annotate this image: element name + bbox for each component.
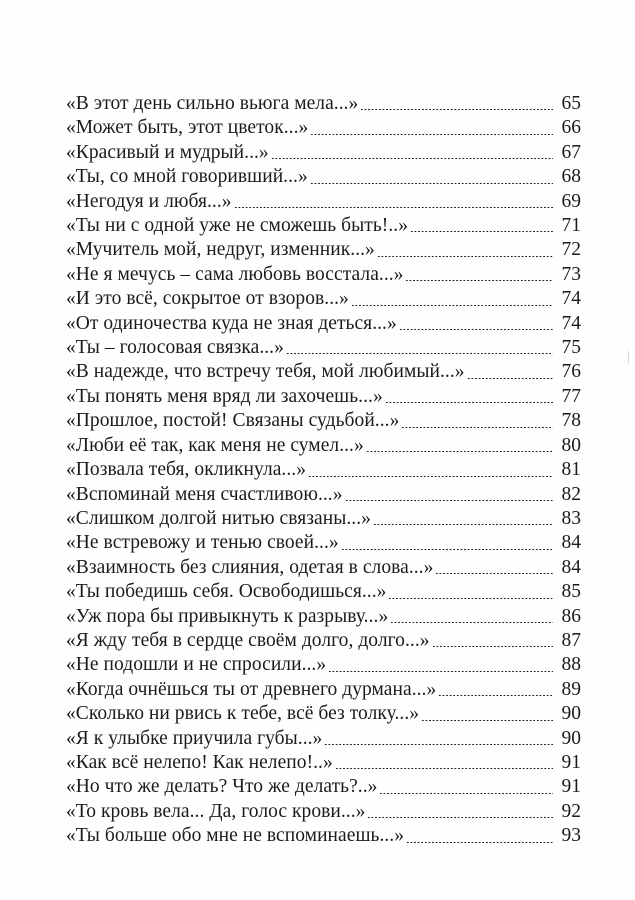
toc-entry-page: 90 [561,703,581,725]
toc-entry-page: 89 [561,678,581,700]
toc-entry [66,336,581,360]
toc-entry-title: «То кровь вела... Да, голос крови...» [66,800,366,822]
dot-leader [390,622,553,623]
toc-entry-page: 84 [561,532,581,554]
toc-entry [66,580,581,604]
toc-entry-title: «Люби её так, как меня не сумел...» [66,434,364,456]
toc-entry-page: 85 [561,581,581,603]
toc-entry-title: «Сколько ни рвись к тебе, всё без толку...» [66,703,420,725]
toc-entry [66,556,581,580]
toc-entry-page: 76 [561,361,581,383]
toc-entry-page: 71 [561,215,581,237]
dot-leader [410,231,553,232]
dot-leader [351,305,553,306]
toc-entry [66,263,581,287]
toc-entry-title: «Мучитель мой, недруг, изменник...» [66,239,375,261]
toc-entry-page: 82 [561,483,581,505]
dot-leader [373,524,553,525]
toc-entry [66,190,581,214]
dot-leader [286,353,553,354]
toc-entry [66,287,581,311]
toc-entry [66,458,581,482]
dot-leader [432,646,553,647]
toc-entry [66,116,581,140]
toc-entry-page: 77 [561,385,581,407]
dot-leader [328,671,553,672]
toc-entry [66,531,581,555]
toc-entry-title: «Когда очнёшься ты от древнего дурмана...» [66,678,437,700]
dot-leader [435,573,553,574]
dot-leader [360,109,553,110]
toc-entry-title: «Прошлое, постой! Связаны судьбой...» [66,410,400,432]
toc-entry [66,483,581,507]
toc-entry [66,165,581,189]
toc-entry-title: «Уж пора бы привыкнуть к разрыву...» [66,605,389,627]
toc-entry [66,141,581,165]
dot-leader [366,451,553,452]
toc-entry-title: «Ты победишь себя. Освободишься...» [66,581,387,603]
toc-entry [66,727,581,751]
toc-entry-title: «Как всё нелепо! Как нелепо!..» [66,751,333,773]
toc-entry-title: «Позвала тебя, окликнула...» [66,459,307,481]
toc-entry [66,653,581,677]
dot-leader [234,207,553,208]
toc-entry [66,312,581,336]
toc-entry-title: «Но что же делать? Что же делать?..» [66,776,378,798]
toc-entry-page: 93 [561,825,581,847]
toc-entry-title: «В этот день сильно вьюга мела...» [66,93,359,114]
toc-entry-title: «Красивый и мудрый...» [66,141,269,163]
toc-entry-page: 91 [561,776,581,798]
toc-entry-page: 78 [561,410,581,432]
toc-entry-page: 84 [561,556,581,578]
toc-entry-page: 65 [561,93,581,114]
toc-entry-title: «Может быть, этот цветок...» [66,117,309,139]
toc-entry-page: 86 [561,605,581,627]
toc-entry-title: «Негодуя и любя...» [66,190,232,212]
toc-entry-page: 67 [561,141,581,163]
toc-entry-title: «От одиночества куда не зная деться...» [66,312,397,334]
dot-leader [388,598,553,599]
toc-entry [66,824,581,848]
toc-entry-page: 74 [561,312,581,334]
toc-entry-title: «Взаимность без слияния, одетая в слова...» [66,556,434,578]
toc-entry-page: 66 [561,117,581,139]
dot-leader [406,842,553,843]
toc-entry-title: «И это всё, сокрытое от взоров...» [66,288,349,310]
toc-entry-title: «Ты понять меня вряд ли захочешь...» [66,385,383,407]
toc-entry [66,238,581,262]
toc-entry [66,605,581,629]
toc-entry-page: 81 [561,459,581,481]
toc-entry-page: 91 [561,751,581,773]
dot-leader [399,329,553,330]
toc-entry-title: «Ты больше обо мне не вспоминаешь...» [66,825,405,847]
dot-leader [310,183,553,184]
toc-entry-page: 90 [561,727,581,749]
toc-entry [66,507,581,531]
dot-leader [345,500,553,501]
toc-entry [66,434,581,458]
toc-entry-page: 72 [561,239,581,261]
dot-leader [401,427,553,428]
toc-entry-page: 92 [561,800,581,822]
toc-entry-title: «Вспоминай меня счастливою...» [66,483,343,505]
toc-entry-page: 68 [561,166,581,188]
toc-entry [66,409,581,433]
toc-entry-page: 75 [561,337,581,359]
dot-leader [310,134,553,135]
toc-entry-title: «Ты, со мной говоривший...» [66,166,308,188]
dot-leader [379,793,553,794]
toc-entry-title: «Я к улыбке приучила губы...» [66,727,323,749]
toc-entry-page: 69 [561,190,581,212]
toc-entry-title: «Ты – голосовая связка...» [66,337,284,359]
toc-entry-title: «Не встревожу и тенью своей...» [66,532,339,554]
dot-leader [341,549,553,550]
toc-entry [66,360,581,384]
dot-leader [367,817,553,818]
dot-leader [467,378,553,379]
dot-leader [324,744,553,745]
dot-leader [271,158,553,159]
toc-entry [66,214,581,238]
toc-entry-title: «Не подошли и не спросили...» [66,654,327,676]
dot-leader [405,280,553,281]
toc-entry [66,800,581,824]
toc-entry [66,629,581,653]
toc-entry-title: «Я жду тебя в сердце своём долго, долго...» [66,629,430,651]
dot-leader [385,402,553,403]
toc-entry-page: 80 [561,434,581,456]
dot-leader [377,256,553,257]
toc-entry-page: 74 [561,288,581,310]
toc-entry [66,775,581,799]
toc-entry-page: 88 [561,654,581,676]
dot-leader [335,768,553,769]
dot-leader [438,695,553,696]
toc-entry [66,678,581,702]
toc-entry-title: «Ты ни с одной уже не сможешь быть!..» [66,215,408,237]
toc-entry-title: «Слишком долгой нитью связаны...» [66,507,371,529]
toc-entry-page: 73 [561,263,581,285]
toc-entry [66,751,581,775]
toc-entry [66,92,581,116]
toc-entry-page: 87 [561,629,581,651]
toc-entry-title: «Не я мечусь – сама любовь восстала...» [66,263,404,285]
dot-leader [421,720,553,721]
paper-speck [628,351,629,363]
table-of-contents [66,92,581,849]
dot-leader [308,476,553,477]
toc-entry [66,385,581,409]
toc-entry [66,702,581,726]
toc-entry-title: «В надежде, что встречу тебя, мой любимый...» [66,361,465,383]
toc-entry-page: 83 [561,507,581,529]
